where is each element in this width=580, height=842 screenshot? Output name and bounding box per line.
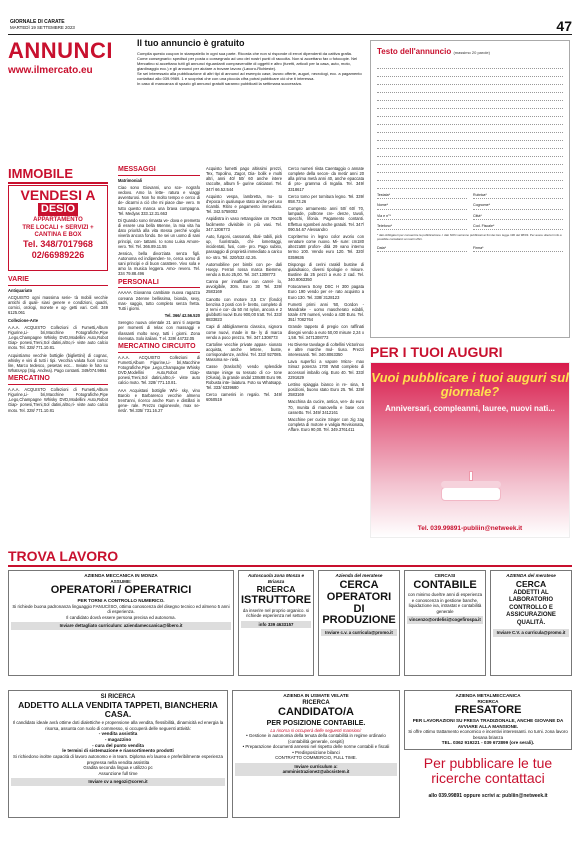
cake-icon [441,471,501,511]
job-role: FRESATORE [454,704,522,717]
ad-item: AAA Acquistasi bottiglie Whi- sky, vino Barolo e Barbaresco vecchie almeno trent'anni, ricerco anche Rum e distillati in gene- rale. Prezzo ragionevole, max se- rietà'. Tel.335/ 731.16.27 [118,387,200,414]
job-ad-autoscuola [238,570,314,676]
job-ad-meccanica [8,570,234,676]
job-ricerca: RICERCA [256,584,296,595]
job-requirements: con minimo due/tre anni di esperienza e conoscenza in gestione banche, liquidazione iva, intrastat e contabilità generale [407,592,483,614]
job-ricerca: RICERCA [302,699,330,706]
job-role: CANDIDATO/A [278,706,354,719]
annunci-title: ANNUNCI [8,38,113,63]
ad-item: Compro armamento anni 50/ 60/ 70, lampade, poltrone cre- denze, tavoli, specchi, lifonia. Pagamento contanti. Effettuo sgomberi anche gratuiti. Tel. 347/ 090.54.67 Alessandro [288,206,364,232]
annunci-brand [8,38,128,84]
ad-item: Di Quando sono rimasta ve- dova e premetto di essere una bella 66enne, la mia vita ha dato priorità alla vita stessa perché voglio viverla ancora fondo. Se sei un uomo di sani principi, con- tattami. Io sono Luisa Amore- vero. Tel. Tel. 366.89.11.55 [118,217,200,249]
job-task: le termini di sistemazione e riassortimento prodotti [62,748,174,754]
vendesi-l1: VENDESI A [20,187,96,203]
form-row-1 [377,193,563,199]
notice-p2: Come consegnarlo: spedisci per posta o consegnalo ad uno dei nostri punti di raccolta. Non si accettano fax o fotocopie. Nel Mercatino si accettano tutti gli annunci riguardanti compravendite di oggetti e altro (furetti, articoli per la casa, auto, moto, giardinaggio ecc.) e gli annunci per aiutare a trovare lavoro (Lavoro-Richieste). [137,55,358,71]
job-contract: Assunzione full time [98,770,138,776]
job-role: ISTRUTTORE [241,594,312,607]
job-cerca: CERCA [515,578,547,589]
section-mercatino: MERCATINO [8,375,108,385]
ad-item: A.A.A. ACQUISTO Collezioni di Fumetti,Album Figurine,Li- bri,Macchine Fotografiche,Pipe ,Lego,Champagne Whisky DVD,Modellini Auto,Robot Giap- ponesi,Treni,Sol datini,altro,ri- viste auto calcio moto. Tel. 328/ 771.10.81. [118,354,200,386]
ad-item: Acquistiamo vecchie bottiglie (bigliettini) di cognac, whisky e vini di tutti i tipi. Vecchia valuta fuori corso: lire, Marco tedesco, pesetas ecc... Inviate le foto su WhatsApp (Sig. Andrea). Pago contanti. 349/074.9864 [8,352,108,373]
vendesi-l5: Tel. 348/7017968 02/66989226 [23,239,93,261]
field-codfiscale[interactable]: Cod. Fiscale* [473,224,563,230]
job-requirements: Si richiede buona padronanza linguaggio FANUC/ISO, ottima conoscenza del disegno tecnico ed almeno 5 anni di esperienza. [12,603,230,615]
ad-item: Ho Diverse tavolage di coltellini Victorinox e altre marche mul- tiuso. Prezzi interessanti. Tel. 340.8063350 [288,341,364,358]
vendesi-ad [8,185,108,271]
annunci-url[interactable]: www.ilmercato.eu [8,64,93,76]
job-offer: Si offre ottimo trattamento economico e incentivi interessanti. no turni. zona lavoro besana brianza [408,729,568,740]
ad-coupon-form [370,40,570,338]
col-messaggi [118,166,200,415]
job-contact[interactable]: amministrazione2@abcsistem.it [282,769,350,775]
job-ricerca: SI RICERCA [100,694,136,700]
pubblicare-contact[interactable]: allo 039.99891 oppure scrivi a: publiin@netweek.it [428,792,548,799]
job-company: Azienda del meratese [335,573,383,578]
job-ad-contabile [404,570,486,676]
form-title-text: Testo dell'annuncio [377,47,452,56]
sub-antiquariato: Antiquariato [8,287,33,293]
job-cercasi: CERCASI [434,573,456,578]
ad-item: ACQUISTO ogni massima serie- tà mobili vecchie antichi di quali- siasi genere e condizioni, quadri, cornici, orologi, monete e og- getti vari. Cell. 349 6125.061 [8,294,108,316]
ad-item: Fumetti primi anni '60, Gordon - Mandrake - uomo mascherato edabli, totale 478 numeri, vendo a 430 Euro. Tel. 351/ 7082764 [288,301,364,323]
ad-item: Casse (traslochi) vendo splendide stampe inisge su tessuto di co- tone (Olusia), la grande ondal 138x88 Euro 99. Robusta inte- laiatura. Foto su Whatsapp. Tel. 333/ 6339680 [206,364,283,391]
field-data[interactable]: Data* [377,246,467,252]
job-ad-contabile-usmate [232,690,400,818]
job-position: PER POSIZIONE CONTABILE. [266,719,366,727]
vendesi-l2: DESIO [38,203,78,216]
job-ad-fresatore [404,690,572,750]
section-trova-lavoro: TROVA LAVORO [8,548,572,567]
vendesi-l3: APPARTAMENTO [33,217,83,224]
job-duty: • Predisposizione bilanci [292,749,340,755]
ad-item: Automobiline per bimbi con pe- dali Hoepy. Ferrari rossa marca Biemme, vendo a Euro 25,00. Tel. 347.1308773 [206,261,282,277]
paper-name: GIORNALE DI CARATE [10,19,65,25]
field-telefono[interactable]: Telefono* [377,224,467,230]
section-immobile: IMMOBILE [8,166,108,184]
form-row-2 [377,203,563,209]
notice-p4: In caso di mancanza di spazio gli annunci gratuiti saranno pubblicati la settimana successiva. [137,80,302,86]
ad-item: Dispongo di cerini rarakil bustine di gialadsaico, diversi tipologie e misure. Bustine da 25 pezzi a euro 2 cad. Tel. 340.8063350 [288,261,364,283]
field-rubrica[interactable]: Rubrica* [473,193,563,199]
ad-item: Aspidistra in vaso rettangolare cm 70x35 facilmente divisibile in più vasi. Tel. 347.1308773 [206,216,282,232]
ad-item: Cerco tomo per tornitura legno. Tel. 339/ 858.73.26 [288,193,364,204]
job-contract: CONTRATTO COMMERCIO, FULL TIME. [275,755,357,761]
ad-item: Copritermo in legno color avorio con venature come nuovo. Mi- sure: cm180 altezza58 profon- dità 29 vano interno termo 100. Vendo euro 120. Tel. 320/ 0359636 [288,233,364,260]
section-personali: PERSONALI [118,279,200,289]
ad-item: Macchina da cucire, antica, ven- do euro 70, munita di manovella e base con cassetto. Tel. 349/ 3412161 [288,399,364,415]
job-contact[interactable]: Inviare c.v. a curricula@promo.it [321,629,397,637]
col-4 [288,166,364,434]
job-company: AZIENDA METALMECCANICA [455,693,521,698]
section-varie: VARIE [8,276,108,286]
job-duty: • Gestione in autonomia della tenuta della contabilità in regime ordinario (contabilità generale, cespiti) [246,733,386,744]
pubblicare-ad [404,756,572,818]
paper-date: MARTEDÌ 19 SETTEMBRE 2023 [10,24,75,30]
ad-item: Auto, furgoni, cassonati, ribal- tabili, pick up, fuoristrada, chi- lometraggi, incidentati, fusi, com- pro. Pago subito, passaggio di proprietà immediato a carico no- stro. Tel. 320/532 42.26. [206,233,282,260]
ad-item: Cerco numeri riista Caentaggio o annate complete della secon- da metà' anni 20 alla prima metà anni 40, anche epaccata di pro- gramma di Ingalia. Tel. 349/ 3318617 [288,166,364,192]
job-detail: PER TORNI A CONTROLLO NUMERICO. [77,598,165,604]
auguri-contact[interactable]: Tel. 039.99891-publiin@netweek.it [417,525,523,533]
notice-title: Il tuo annuncio è gratuito [137,38,245,48]
job-role: CONTABILE [413,578,477,591]
vendesi-l4: TRE LOCALI + SERVIZI + CANTINA E BOX [22,224,94,239]
ad-phone: Tel. 366/ 42.56.520 [164,313,200,319]
job-contact[interactable]: Inviare C.V. a curricula@promo.it [493,629,569,637]
ad-item: Macchine per cucire Singer con zig zag completa di motore e valigia Revisionata, Affare. Euro 90,00. Tel. 349.3761411 [288,416,364,433]
job-role: OPERATORI / OPERATRICI [50,584,192,597]
auguri-headline: Vuoi pubblicare i tuoi auguri sul giornale? [371,370,569,399]
ad-item: Jessica, bella divorziata senza figli. Autonoma ed indipenden- te, cerca uomo di sani principi e di buon carattere. Vivo sola e amo la musica leggera. Amo- revero. Tel. 334 79.88.496 [118,250,200,277]
ad-item: Lava superfici a vapore Micro- max Simaz potenza 1700 Watt completo di accessori imballo orig. Euro 40. Tel. 333/ 2291629 [288,359,364,380]
job-company: Autoscuola zona Monza e Brianza [247,573,305,584]
ad-item: A.A.A. ACQUISTO Collezioni di Fumetti,Album Figurine,Li- bri,Macchine Fotografiche,Pipe ,Lego,Champagne Whisky DVD,Modellini Auto,Robot Giap- ponesi,Treni,Sol datini,altro,ri- viste auto calcio moto. Tel. 328/ 771.10.81 [8,386,108,413]
job-contact[interactable]: Inviare dettagliato curriculum: aziendameccanica@libero.it [11,622,231,630]
ad-text-lines[interactable] [377,61,563,189]
job-company: AZIENDA del meratese [506,573,556,578]
job-contact[interactable]: vincenzo@ordelisi@cogefirospa.it [407,616,483,624]
form-row-5 [377,246,563,252]
ad-item: Lettino spiaggia bianco in re- sina, 5 posizioni, buono stato Euro 25. Tel. 339/ 2583169 [288,381,364,398]
col-3 [206,166,282,405]
job-requirements-2: Gradita seconda lingua e utilizzo pc [83,765,153,771]
job-contact[interactable]: info 339 4633157 [241,621,311,629]
sub-collezione: Collezione-Arte [8,317,39,323]
ad-item: Cartoline vecchie private appas- sionato acquista, anche lettere, buste, corrispondenze, archivi. Tel. 333/ 927085. Massima se- rietà. [206,341,282,363]
form-row-3 [377,214,563,220]
job-duty: • Preparazione documenti annessi nel rispetto delle norme contabili e fiscali [242,744,390,750]
auguri-sub: Anniversari, compleanni, lauree, nuovi nati... [385,404,555,414]
job-requirements-2: Il candidato dovrà essere persona precisa ed autonoma. [66,614,176,620]
section-mercatino-circuito: MERCATINO CIRCUITO [118,343,200,353]
job-task: - vendita assistita [98,731,138,737]
spacer [404,570,408,574]
ad-item: Canna per innaffiare con carrel- lo, avvolgibile, 30m. Euro 30 Tel. 339/ 2583169 [206,279,282,295]
form-hint: (massimo 20 parole) [453,50,490,55]
job-ad-laboratorio [490,570,572,676]
job-task: - cura del punto vendita [92,742,144,748]
job-company: AZIENDA MECCANICA IN MONZA [84,573,158,578]
free-ad-notice [137,38,363,168]
ad-item: Canotto con motore 3,5 CV (fondo) benzina 3 posti con li- bretto, completo di 2 remi e cor- da 50 mt nylon, ancora e 2 giubbotti nuovi Euro 900,00 tratt. Tel. 333/ 8833823 [206,296,282,323]
page-number: 47 [556,18,572,34]
form-title [377,47,563,57]
pubblicare-headline: Per pubblicare le tue ricerche contattaci [423,755,553,787]
job-assume: ASSUME: [110,578,132,584]
job-ricerca: RICERCA [477,698,499,704]
auguri-ad [370,362,570,538]
header-rule [8,34,572,35]
notice-p1: Compila questo coupon in stampatello in ogni sua parte. Ricorda che non si risponde di errori dipendenti da cattiva grafia. [137,50,353,56]
ad-item: Seregno nuova orientale 21 anni ti aspetta per momenti di relax con massaggi e rilassanti molto sexy, tutti i giorni. Zona riservata. Solo italiani. T el. 339/ 44732.05 [118,320,200,341]
ad-item: Fotocamera Sony DSC H 300 pagata Euro 190 vendo per er- rato acquisto a Euro 130. Tel. 338/ 3128123 [288,284,364,300]
ad-item: Cerco camerini in regalo. Tel. 349/ 6050519 [206,392,282,403]
job-contact-block [235,763,397,776]
ad-item: Grande tappeto di pregio con raffinati disegni vendo a euro 50,00 misure 2,24 x 1,58. Tel. 3471308773 [288,324,364,340]
job-requirements: Si richiedono inoltre capacità di lavoro autonomo e in team. Diploma e/o laurea e preferibilmente esperienza pregressa nella vendita assistita [13,754,223,765]
job-ad-operatori [318,570,400,676]
job-detail: PER LAVORAZIONI SU FRESA TRADIZIONALE, ANCHE GIOVANE DA AVVIARE ALLA MANSIONE. [412,718,564,729]
ad-item: Ciao sono Giovanni, uno sce- nografo vedovo. Amo la lette- ratura e viaggi avventurosi. Non ho molto tempo e cerco di de- dicarmi a ciò che mi piace dav- vero. In tutto questo manca una brava compagna. Tel. Medyas 333.12.31.663 [118,184,200,216]
job-ad-vendita [8,690,228,818]
ad-item: AAAAA Giovanna cambiate nuova ragazza coreana 24enne bellissima, bionda, sexy, mas- saggio, tutto completo senza fretta. Tutti i giorni. [118,290,200,311]
ad-item: Capi di abbigliamento classico, signora come nuovi, made in Ita- ly di marca vendo a poco prezzo. Tel. 347.1308773 [206,324,282,340]
job-requirements: da inserire nel proprio organico. si richiede esperienza nel settore [242,607,310,619]
job-cerca: CERCA [339,578,379,591]
ad-item: Acquisto fumetti pago altissimi prezzi, Tex, Topolino, Zagor, Dia- bolik e molti altri, anni 40/ 50/ 60 anche intere raccolte, album fi- gurine calciatori. Tel. 347/ 66.52.544 [206,166,282,192]
job-contact[interactable]: TEL. 0362 919221 - 039 672899 (ore serali). [441,740,535,746]
ad-item: A.A.A. ACQUISTO Collezioni di Fumetti,Album Figurine,Li- bri,Macchine Fotografiche,Pipe ,Lego,Champagne Whisky DVD,Modellini Auto,Robot Giap- ponesi,Treni,Sol datini,altro,ri- viste auto calcio moto. Tel. 328/ 771.10.81. [8,324,108,351]
field-testata[interactable]: Testata* [377,193,467,199]
job-task: - magazzino [104,736,132,742]
field-cognome[interactable]: Cognome* [473,203,563,209]
field-citta[interactable]: Città* [473,214,563,220]
section-auguri: PER I TUOI AUGURI [370,344,503,360]
job-role: OPERATORI DI PRODUZIONE [322,591,396,627]
job-contact[interactable]: Inviare cv a negozi@coren.it [11,778,225,786]
notice-p3: Se sei interessato alla pubblicazione di altri tipi di annunci ad esempio case, lavoro offerte, auguri, necrologi, ecc. a pagamento contattaci allo 039.9989. 1 e scoprirai che con una piccola cifra potrai pubblicare ciò che ti interessa. [137,70,362,81]
form-row-4 [377,224,563,230]
job-contact-label: Inviare curriculum a: [294,763,338,769]
job-role: ADDETTI AL LABORATORIO CONTROLLO E ASSICURAZIONE QUALITÀ. [506,589,556,626]
job-duties-title: La risorsa si occuperà delle seguenti mansioni: [270,727,362,733]
ad-item: Acquisto vespa, lambretta, mo- to d'epoca in qualunque stato anche per uso ricambi. Ritiro e pagamento immediato. Tel. 342.5758002 [206,193,282,215]
field-via[interactable]: Via e n°* [377,214,467,220]
col-varie [8,276,108,415]
form-privacy-note: * dati obbligatori per consentire la pubblicazione. I dati NON verranno pubblicati ai fini dei loro legge 196 del 98/03. Per avere ulteriori info è possibile contattarci ai nostri uffici. [377,233,562,241]
field-nome[interactable]: Nome* [377,203,467,209]
job-role: ADDETTO ALLA VENDITA TAPPETI, BIANCHERIA CASA. [18,700,218,720]
masthead [10,20,210,30]
field-firma[interactable]: Firma* [473,246,563,252]
sub-matrimoniali: Matrimoniali [118,177,143,183]
job-company: AZIENDA IN USMATE VELATE [283,693,349,698]
section-messaggi: MESSAGGI [118,166,200,176]
job-description: Il candidato ideale avrà ottime doti dialettiche e propensione alla vendita, flessibilità, dinamicità ed energia la risorsa, assunta con ruolo di commesso, si occuperà delle seguenti attività: [12,720,224,731]
